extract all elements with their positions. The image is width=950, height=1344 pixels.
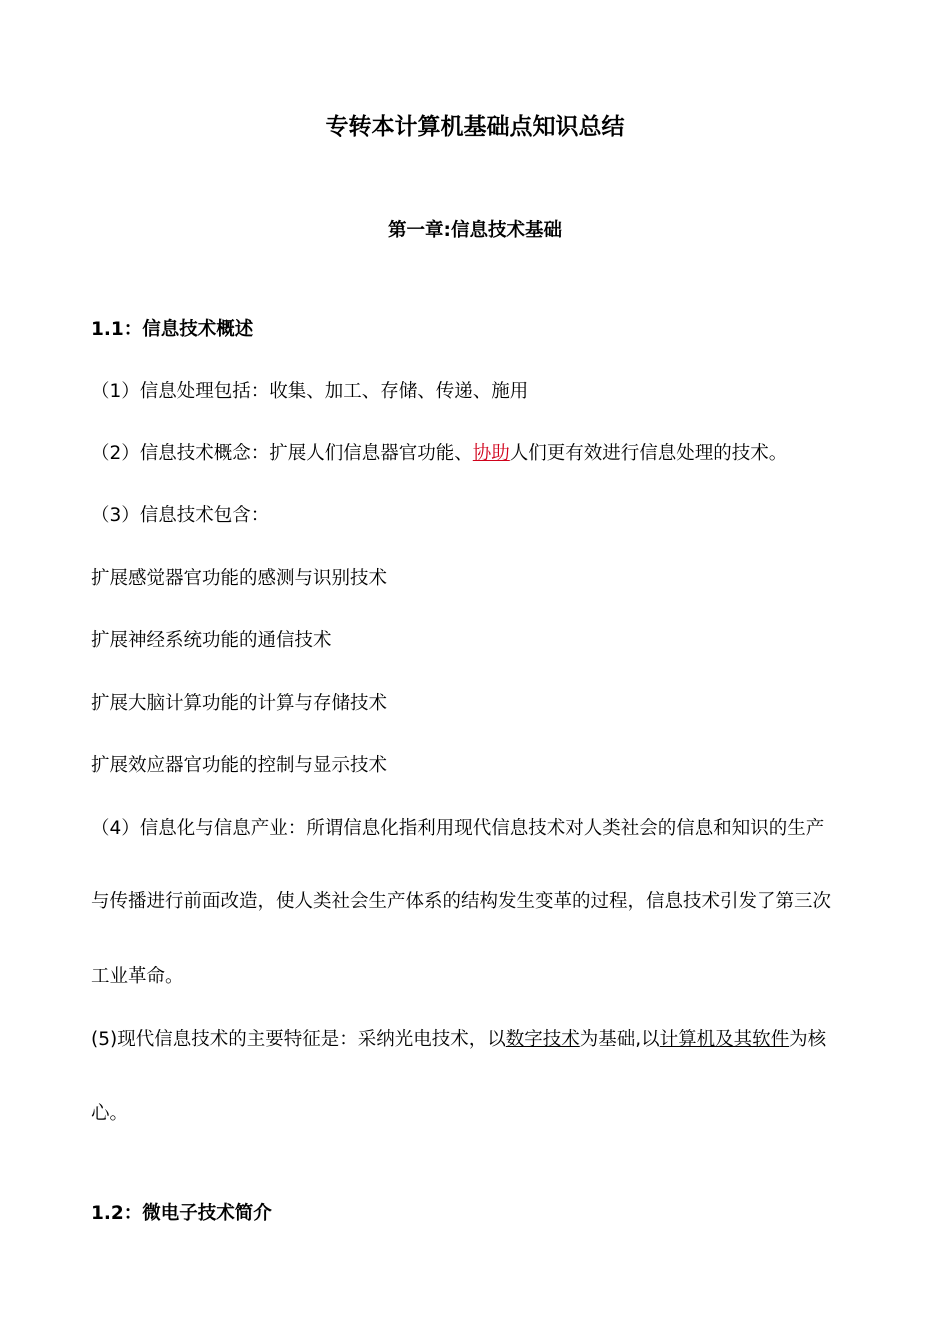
- item-2-text-after: 人们更有效进行信息处理的技术。: [509, 443, 788, 464]
- item-5-line-1: [91, 1028, 826, 1052]
- sub-item: 扩展大脑计算功能的计算与存储技术: [91, 693, 388, 714]
- sub-item: 扩展神经系统功能的通信技术: [91, 630, 332, 651]
- item-1: （1）信息处理包括：收集、加工、存储、传递、施用: [91, 381, 529, 402]
- item-2-highlight: 协助: [472, 443, 510, 464]
- item-4-line-3: 工业革命。: [91, 966, 184, 987]
- item-5-underline-digital: 数字技术: [505, 1029, 580, 1050]
- item-5-part-2: 为基础,以: [579, 1029, 660, 1050]
- item-4-line-1: （4）信息化与信息产业：所谓信息化指利用现代信息技术对人类社会的信息和知识的生产: [91, 818, 825, 839]
- item-2: [91, 442, 787, 466]
- document-title: 专转本计算机基础点知识总结: [325, 114, 625, 140]
- item-4-line-2: 与传播进行前面改造，使人类社会生产体系的结构发生变革的过程，信息技术引发了第三次: [91, 891, 832, 912]
- item-3: （3）信息技术包含：: [91, 505, 270, 526]
- sub-item: 扩展效应器官功能的控制与显示技术: [91, 755, 388, 776]
- item-5-part-3: 为核: [789, 1029, 827, 1050]
- section-heading-1-2: 1.2：微电子技术简介: [91, 1203, 272, 1224]
- item-5-part-1: (5)现代信息技术的主要特征是：采纳光电技术，以: [91, 1029, 506, 1050]
- item-5-line-2: 心。: [91, 1103, 129, 1124]
- section-heading-1-1: 1.1：信息技术概述: [91, 319, 254, 340]
- chapter-heading: 第一章:信息技术基础: [388, 220, 562, 241]
- item-5-underline-computer: 计算机及其软件: [659, 1029, 790, 1050]
- sub-item: 扩展感觉器官功能的感测与识别技术: [91, 568, 388, 589]
- item-2-text-before: （2）信息技术概念：扩展人们信息器官功能、: [91, 443, 473, 464]
